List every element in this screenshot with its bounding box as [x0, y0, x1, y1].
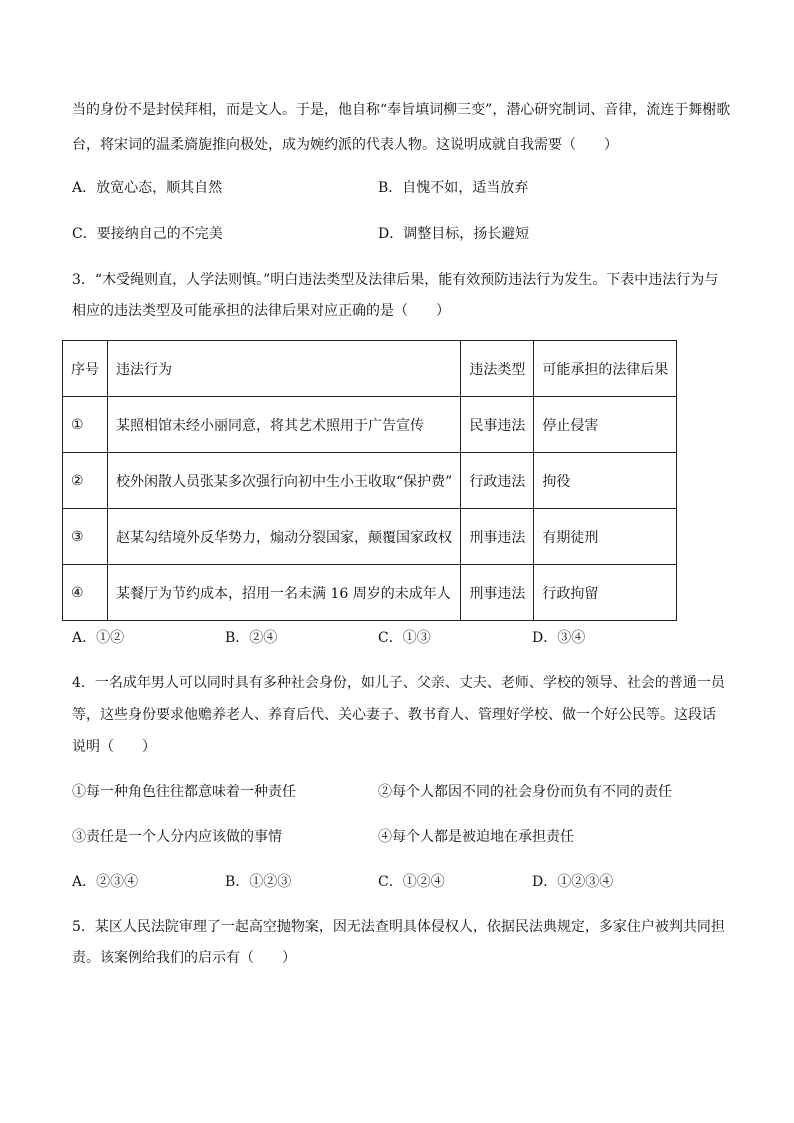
q4-stem-line-1: 4．一名成年男人可以同时具有多种社会身份，如儿子、父亲、丈夫、老师、学校的领导、社会的普通一员	[72, 675, 725, 691]
q2-option-b: B．自愧不如，适当放弃	[378, 180, 529, 196]
q4-option-c: C．①②④	[378, 874, 445, 890]
header-cell-type: 违法类型	[461, 341, 534, 397]
q4-option-d: D．①②③④	[532, 874, 614, 890]
cell-number: ③	[63, 509, 108, 565]
q4-statement-4: ④每个人都是被迫地在承担责任	[378, 829, 574, 845]
cell-consequence: 行政拘留	[534, 565, 677, 621]
header-cell-consequence: 可能承担的法律后果	[534, 341, 677, 397]
q3-option-d: D．③④	[532, 630, 586, 646]
q2-stem-line-2: 台，将宋词的温柔旖旎推向极处，成为婉约派的代表人物。这说明成就自我需要（ ）	[72, 137, 618, 153]
q2-option-a: A．放宽心态，顺其自然	[72, 180, 223, 196]
cell-consequence: 停止侵害	[534, 397, 677, 453]
cell-type: 刑事违法	[461, 565, 534, 621]
cell-number: ①	[63, 397, 108, 453]
cell-act: 某照相馆未经小丽同意，将其艺术照用于广告宣传	[108, 397, 461, 453]
cell-consequence: 有期徒刑	[534, 509, 677, 565]
cell-act: 某餐厅为节约成本，招用一名未满 16 周岁的未成年人	[108, 565, 461, 621]
table-row	[63, 565, 677, 621]
q3-option-a: A．①②	[72, 630, 125, 646]
cell-type: 民事违法	[461, 397, 534, 453]
q2-option-d: D．调整目标，扬长避短	[378, 226, 530, 242]
cell-act: 赵某勾结境外反华势力，煽动分裂国家，颠覆国家政权	[108, 509, 461, 565]
q3-option-c: C．①③	[378, 630, 431, 646]
q4-stem-line-3: 说明（ ）	[72, 739, 156, 755]
cell-act: 校外闲散人员张某多次强行向初中生小王收取“保护费”	[108, 453, 461, 509]
q3-stem-line-1: 3．“木受绳则直，人学法则慎。”明白违法类型及法律后果，能有效预防违法行为发生。下表中违法行为与	[72, 272, 719, 288]
table-row	[63, 453, 677, 509]
header-cell-act: 违法行为	[108, 341, 461, 397]
header-cell-number: 序号	[63, 341, 108, 397]
q5-stem-line-1: 5．某区人民法院审理了一起高空抛物案，因无法查明具体侵权人，依据民法典规定，多家住户被判共同担	[72, 919, 725, 935]
q2-stem-line-1: 当的身份不是封侯拜相，而是文人。于是，他自称“奉旨填词柳三变”，潜心研究制词、音律，流连于舞榭歌	[72, 102, 731, 118]
q4-option-a: A．②③④	[72, 874, 139, 890]
table-header-row	[63, 341, 677, 397]
cell-type: 刑事违法	[461, 509, 534, 565]
q5-stem-line-2: 责。该案例给我们的启示有（ ）	[72, 950, 296, 966]
q4-statement-1: ①每一种角色往往都意味着一种责任	[72, 784, 296, 800]
cell-number: ②	[63, 453, 108, 509]
cell-consequence: 拘役	[534, 453, 677, 509]
q2-option-c: C．要接纳自己的不完美	[72, 226, 223, 242]
q3-option-b: B．②④	[225, 630, 278, 646]
table-row	[63, 509, 677, 565]
table-row	[63, 397, 677, 453]
q4-statement-2: ②每个人都因不同的社会身份而负有不同的责任	[378, 784, 672, 800]
q3-stem-line-2: 相应的违法类型及可能承担的法律后果对应正确的是（ ）	[72, 303, 450, 319]
q4-stem-line-2: 等，这些身份要求他赡养老人、养育后代、关心妻子、教书育人、管理好学校、做一个好公民等。这段话	[72, 707, 716, 723]
cell-type: 行政违法	[461, 453, 534, 509]
q4-option-b: B．①②③	[225, 874, 292, 890]
q3-law-table	[62, 340, 677, 621]
cell-number: ④	[63, 565, 108, 621]
q4-statement-3: ③责任是一个人分内应该做的事情	[72, 829, 282, 845]
